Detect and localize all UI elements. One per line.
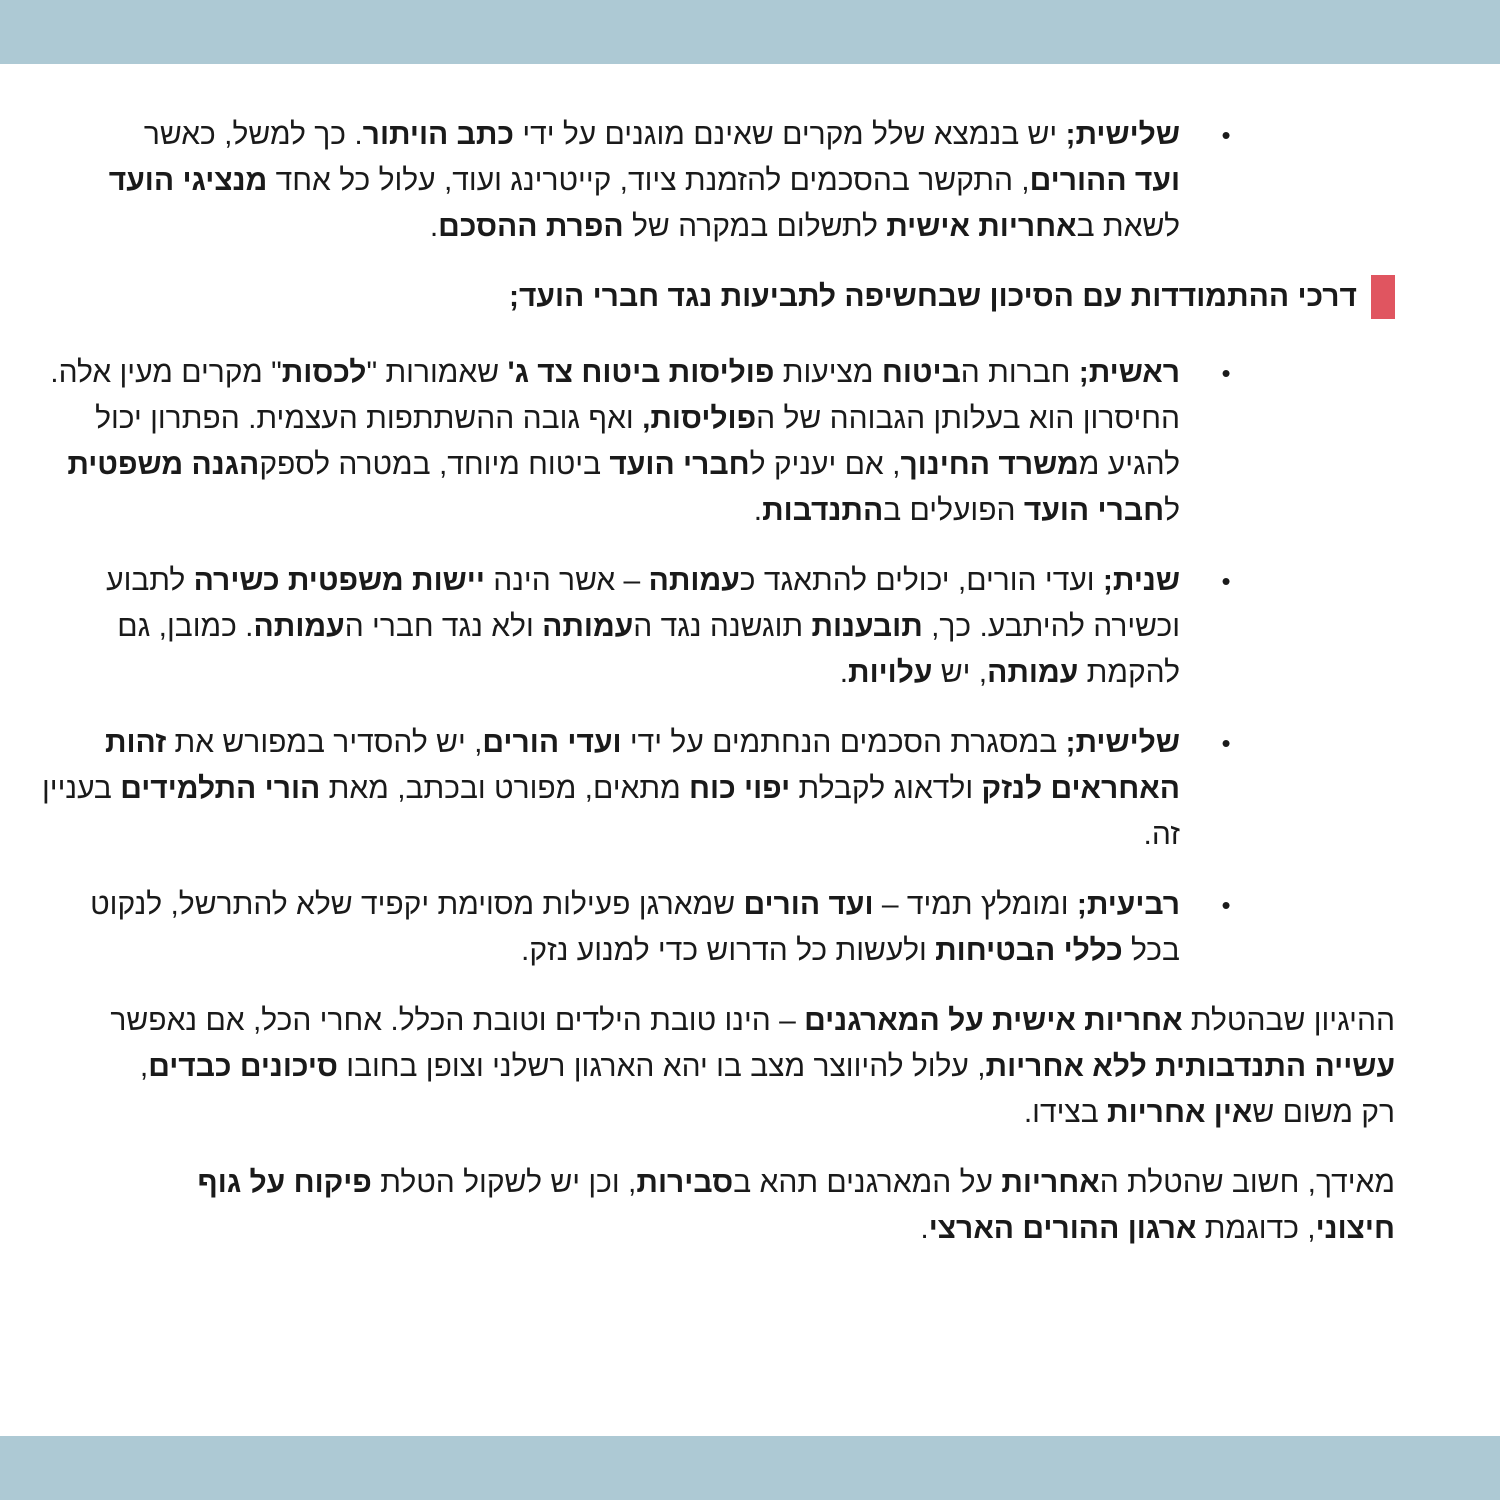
- bold-phrase: הורי התלמידים: [120, 772, 321, 805]
- bold-phrase: לכסות: [281, 356, 367, 389]
- body-paragraph: [105, 998, 1395, 1136]
- bold-phrase: ארגון ההורים הארצי: [928, 1212, 1197, 1245]
- bold-phrase: ראשית;: [1078, 356, 1180, 389]
- text-run: , יש: [932, 656, 988, 689]
- text-run: על המארגנים תהא ב: [733, 1166, 1002, 1199]
- list-item: [35, 720, 1231, 858]
- bold-phrase: עשייה התנדבותית ללא אחריות: [985, 1050, 1395, 1083]
- bullet-icon: •: [1221, 120, 1231, 150]
- closing-paragraphs: [105, 998, 1395, 1252]
- list-item-text: [105, 112, 1180, 250]
- text-run: במסגרת הסכמים הנחתמים על ידי: [621, 726, 1066, 759]
- body-paragraph: [105, 1160, 1395, 1252]
- bullet-icon: •: [1221, 728, 1231, 758]
- text-run: ולדאוג לקבלת: [790, 772, 982, 805]
- text-run: ולא נגד חברי ה: [344, 610, 543, 643]
- bold-phrase: עמותה: [648, 564, 740, 597]
- text-run: " מקרים מעין אלה. החיסרון הוא בעלותן הגבוהה של ה: [50, 356, 1180, 435]
- text-run: מאידך, חשוב שהטלת ה: [1099, 1166, 1395, 1199]
- list-item-text: [35, 350, 1180, 534]
- bold-phrase: זהות האחראים לנזק: [104, 726, 1180, 805]
- coping-list: [35, 350, 1231, 974]
- text-run: הפועלים ב: [883, 494, 1024, 527]
- text-run: ההיגיון שבהטלת: [1182, 1004, 1395, 1037]
- text-run: חברות ה: [960, 356, 1079, 389]
- bold-phrase: אחריות: [1001, 1166, 1100, 1199]
- bold-phrase: שלישית;: [1065, 118, 1180, 151]
- bold-phrase: הפרת ההסכם: [438, 210, 624, 243]
- text-run: . כך למשל, כאשר: [143, 118, 363, 151]
- risk-list: [105, 112, 1231, 250]
- list-item: [105, 112, 1231, 250]
- text-run: , רק משום ש: [139, 1050, 1395, 1129]
- text-run: לתבוע וכשירה להיתבע. כך,: [106, 564, 1180, 643]
- list-item-text: [35, 558, 1180, 696]
- text-run: , כדוגמת: [1196, 1212, 1316, 1245]
- text-run: , אם יעניק ל: [749, 448, 901, 481]
- top-band: [0, 0, 1500, 64]
- text-run: לשאת ב: [1076, 210, 1180, 243]
- text-run: .: [920, 1212, 929, 1245]
- bold-phrase: ועד הורים: [743, 888, 874, 921]
- text-run: . כמובן, גם להקמת: [117, 610, 1180, 689]
- bold-phrase: ועדי הורים: [482, 726, 622, 759]
- bottom-band: [0, 1436, 1500, 1500]
- bullet-icon: •: [1221, 890, 1231, 920]
- text-run: שמארגן פעילות מסוימת יקפיד שלא להתרשל, לנקוט בכל: [90, 888, 1180, 967]
- bold-phrase: עמותה: [253, 610, 345, 643]
- bold-phrase: ביטוח: [881, 356, 961, 389]
- bold-phrase: אחריות אישית על המארגנים: [804, 1004, 1183, 1037]
- heading-text: דרכי ההתמודדות עם הסיכון שבחשיפה לתביעות נגד חברי הועד;: [508, 280, 1357, 313]
- bold-phrase: הגנה משפטית: [67, 448, 260, 481]
- text-run: בעניין זה.: [42, 772, 1180, 851]
- bold-phrase: כללי הבטיחות: [935, 934, 1123, 967]
- heading-marker: [1371, 275, 1395, 319]
- text-run: ומומלץ תמיד –: [873, 888, 1077, 921]
- bullet-icon: •: [1221, 358, 1231, 388]
- text-run: ואף גובה ההשתתפות העצמית. הפתרון יכול להגיע מ: [95, 402, 1180, 481]
- text-run: ולעשות כל הדרוש כדי למנוע נזק.: [521, 934, 936, 967]
- list-item: [35, 350, 1231, 534]
- bold-phrase: אין אחריות: [1107, 1096, 1253, 1129]
- bold-phrase: שלישית;: [1065, 726, 1180, 759]
- text-run: תוגשנה נגד ה: [633, 610, 812, 643]
- text-run: – אשר הינה: [484, 564, 649, 597]
- bold-phrase: תובענות: [811, 610, 923, 643]
- bold-phrase: פיקוח על גוף חיצוני: [197, 1166, 1395, 1245]
- text-run: שאמורות ": [366, 356, 508, 389]
- bold-phrase: סבירות: [636, 1166, 734, 1199]
- bullet-icon: •: [1221, 566, 1231, 596]
- text-run: ועדי הורים, יכולים להתאגד כ: [739, 564, 1103, 597]
- bold-phrase: פוליסות,: [642, 402, 757, 435]
- text-run: יש בנמצא שלל מקרים שאינם מוגנים על ידי: [513, 118, 1066, 151]
- text-run: , עלול להיווצר מצב בו יהא הארגון רשלני וצופן בחובו: [337, 1050, 986, 1083]
- bold-phrase: ועד ההורים: [1029, 164, 1180, 197]
- bold-phrase: עמותה: [987, 656, 1079, 689]
- text-run: מתאים, מפורט ובכתב, מאת: [320, 772, 690, 805]
- text-run: – הינו טובת הילדים וטובת הכלל. אחרי הכל, אם נאפשר: [110, 1004, 805, 1037]
- section-heading: [105, 274, 1395, 320]
- bold-phrase: אחריות אישית: [886, 210, 1077, 243]
- text-run: מציעות: [774, 356, 882, 389]
- text-run: לתשלום במקרה של: [623, 210, 887, 243]
- text-run: .: [429, 210, 439, 243]
- text-run: ביטוח מיוחד, במטרה לספק: [259, 448, 610, 481]
- text-run: , התקשר בהסכמים להזמנת ציוד, קייטרינג ועוד, עלול כל אחד: [267, 164, 1030, 197]
- text-run: , יש להסדיר במפורש את: [166, 726, 483, 759]
- bold-phrase: כתב הויתור: [362, 118, 514, 151]
- document-body: [42, 112, 1395, 1276]
- bold-phrase: סיכונים כבדים: [148, 1050, 338, 1083]
- bold-phrase: עלויות: [848, 656, 933, 689]
- bold-phrase: רביעית;: [1076, 888, 1180, 921]
- bold-phrase: יפוי כוח: [689, 772, 791, 805]
- list-item-text: [35, 720, 1180, 858]
- text-run: .: [839, 656, 849, 689]
- bold-phrase: חברי הועד: [609, 448, 750, 481]
- text-run: ל: [1164, 494, 1180, 527]
- bold-phrase: שנית;: [1102, 564, 1180, 597]
- text-run: , וכן יש לשקול הטלת: [371, 1166, 637, 1199]
- bold-phrase: משרד החינוך: [900, 448, 1079, 481]
- bold-phrase: עמותה: [542, 610, 634, 643]
- list-item-text: [35, 882, 1180, 974]
- bold-phrase: פוליסות ביטוח צד ג': [507, 356, 775, 389]
- bold-phrase: התנדבות: [762, 494, 884, 527]
- list-item: [35, 882, 1231, 974]
- bold-phrase: יישות משפטית כשירה: [193, 564, 485, 597]
- bold-phrase: חברי הועד: [1023, 494, 1165, 527]
- list-item: [35, 558, 1231, 696]
- bold-phrase: מנציגי הועד: [108, 164, 268, 197]
- text-run: .: [753, 494, 763, 527]
- text-run: בצידו.: [1023, 1096, 1108, 1129]
